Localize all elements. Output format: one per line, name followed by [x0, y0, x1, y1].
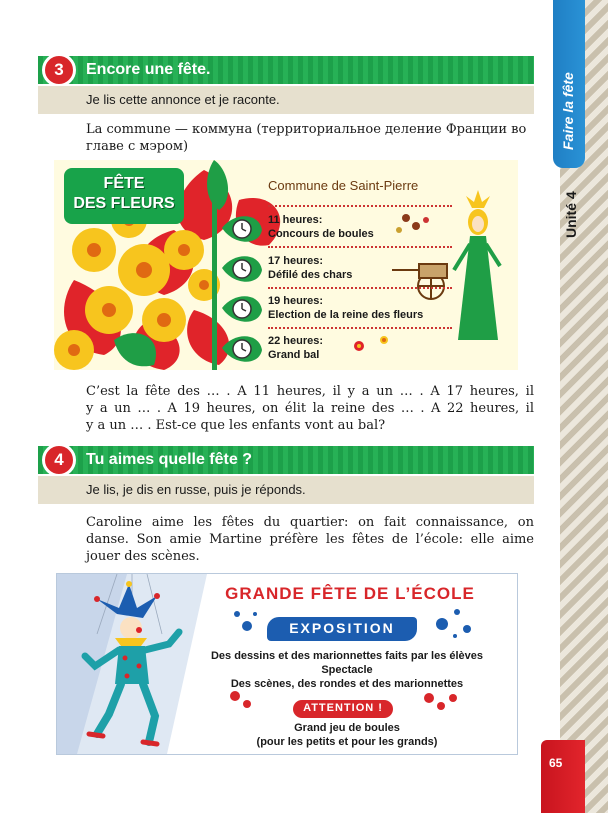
- poster-title-line-1: FÊTE: [103, 175, 145, 192]
- fete-des-fleurs-poster: [54, 160, 518, 370]
- poster-line: Des scènes, des rondes et des marionnettes: [230, 678, 464, 690]
- poster-title-line-2: DES FLEURS: [73, 195, 175, 212]
- poster-line: (pour les petits et pour les grands): [256, 736, 438, 748]
- chapter-tab-label: Faire la fête: [560, 72, 576, 150]
- page-number-tab: [541, 740, 585, 813]
- section-4-text: [86, 514, 534, 565]
- event-divider: [268, 205, 452, 207]
- event-divider: [268, 246, 452, 248]
- exercise-line: y a un … . A 19 heures, on élit la reine des … . A 22 heures, il: [86, 401, 534, 416]
- section-3-instruction: Je lis cette annonce et je raconte.: [86, 92, 280, 107]
- exposition-label: EXPOSITION: [289, 620, 395, 636]
- section-3-title: Encore une fête.: [86, 61, 211, 78]
- poster-line: Des dessins et des marionnettes faits par les élèves: [210, 650, 484, 662]
- event-time: 17 heures:: [268, 255, 324, 267]
- event-name: Election de la reine des fleurs: [268, 309, 424, 321]
- event-time: 11 heures:: [268, 214, 323, 226]
- event-name: Concours de boules: [268, 228, 374, 240]
- section-4-number: 4: [42, 443, 76, 477]
- school-fete-title: GRANDE FÊTE DE L’ÉCOLE: [225, 584, 475, 603]
- section-4-instruction: Je lis, je dis en russe, puis je réponds.: [86, 482, 306, 497]
- event-time: 22 heures:: [268, 335, 324, 347]
- poster-line: Spectacle: [321, 664, 373, 676]
- commune-name: Commune de Saint-Pierre: [268, 178, 419, 193]
- exercise-line: y a un … . Est-ce que les enfants vont au bal?: [86, 418, 386, 433]
- event-divider: [268, 327, 452, 329]
- section-4-title: Tu aimes quelle fête ?: [86, 451, 252, 468]
- poster-line: Grand jeu de boules: [294, 722, 400, 734]
- event-name: Grand bal: [268, 349, 320, 361]
- text-line: jouer des scènes.: [86, 549, 200, 564]
- attention-label: ATTENTION !: [303, 702, 383, 714]
- section-3-number: 3: [42, 53, 76, 87]
- event-divider: [268, 287, 452, 289]
- unit-label: Unité 4: [563, 191, 579, 238]
- event-name: Défilé des chars: [268, 269, 353, 281]
- exercise-3-text: [86, 383, 534, 434]
- poster-title: [68, 174, 180, 214]
- vocabulary-note: [86, 121, 534, 155]
- fete-ecole-poster: [56, 573, 518, 755]
- text-line: Caroline aime les fêtes du quartier: on fait connaissance, on: [86, 515, 534, 530]
- event-time: 19 heures:: [268, 295, 324, 307]
- exercise-line: C’est la fête des … . A 11 heures, il y a un … . A 17 heures, il: [86, 384, 534, 399]
- text-line: danse. Son amie Martine préfère les fêtes de l’école: elle aime: [86, 532, 534, 547]
- vocabulary-note-text: La commune — коммуна (территориальное деление Франции во главе с мэром): [86, 122, 527, 154]
- page-number: 65: [549, 756, 563, 770]
